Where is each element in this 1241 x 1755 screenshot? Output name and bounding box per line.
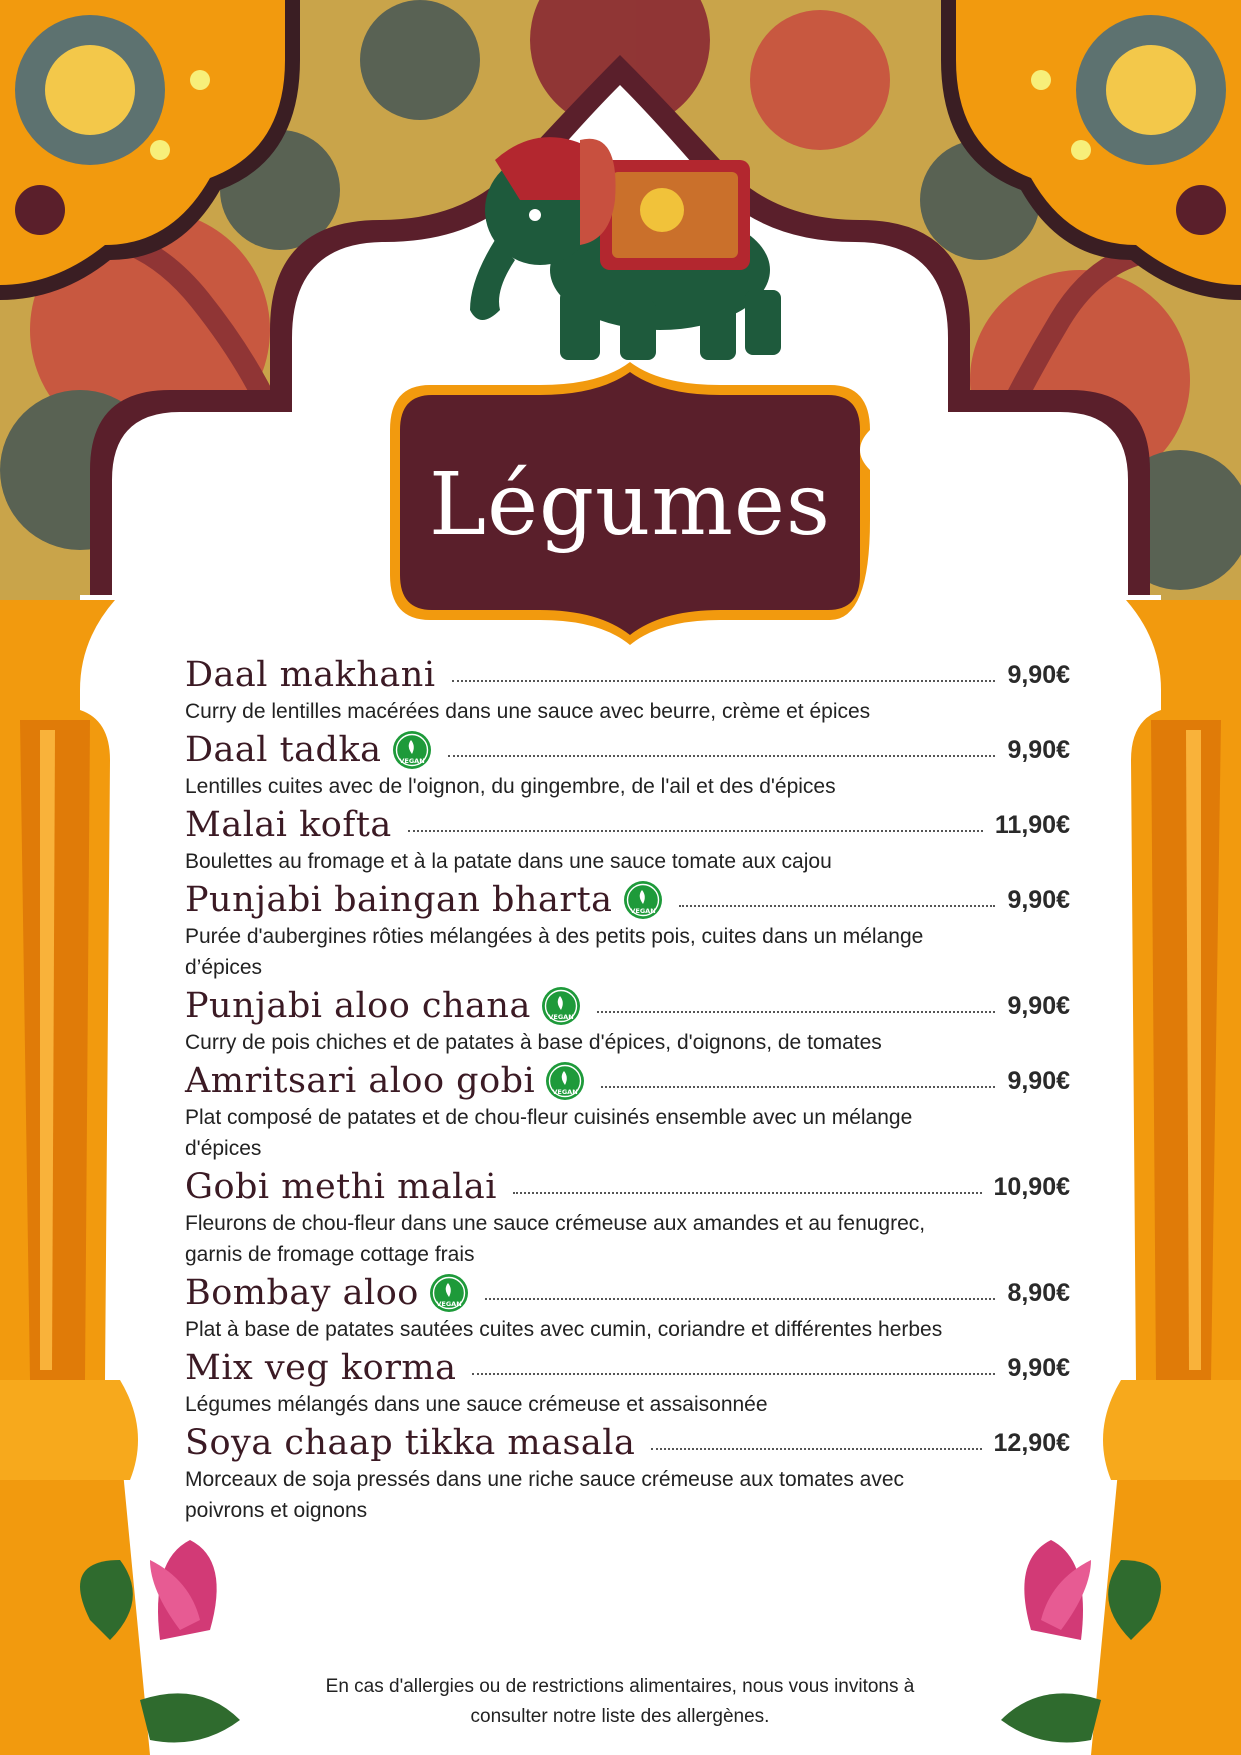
dish-description: Fleurons de chou-fleur dans une sauce crémeuse aux amandes et au fenugrec, garnis de fromage cottage frais [185,1212,926,1266]
vegan-badge-icon [545,1061,585,1101]
dish-price: 8,90€ [1007,1278,1070,1307]
dish-price: 9,90€ [1007,1353,1070,1382]
dotted-leader [452,680,996,682]
svg-text:VEGAN: VEGAN [552,1088,578,1096]
svg-text:VEGAN: VEGAN [548,1013,574,1021]
menu-item [185,1270,1070,1345]
menu-item [185,1058,1070,1164]
menu-item-row [185,1164,1070,1210]
menu-item-row [185,983,1070,1029]
menu-item-row [185,1270,1070,1316]
menu-list [185,652,1070,1526]
dish-price: 9,90€ [1007,991,1070,1020]
allergen-note: En cas d'allergies ou de restrictions alimentaires, nous vous invitons à consulter notre liste des allergènes. [325,1676,915,1727]
menu-item-row [185,877,1070,923]
menu-item [185,652,1070,727]
dish-name: Punjabi baingan bharta [185,880,613,920]
svg-text:VEGAN: VEGAN [436,1300,462,1308]
menu-item-row [185,1345,1070,1391]
dish-description: Curry de lentilles macérées dans une sauce avec beurre, crème et épices [185,700,871,723]
dish-name: Soya chaap tikka masala [185,1423,636,1463]
dotted-leader [651,1448,981,1450]
menu-item [185,877,1070,983]
dish-price: 9,90€ [1007,885,1070,914]
dish-description: Curry de pois chiches et de patates à base d'épices, d'oignons, de tomates [185,1031,882,1054]
dotted-leader [513,1192,982,1194]
dish-description: Boulettes au fromage et à la patate dans une sauce tomate aux cajou [185,850,832,873]
vegan-badge-icon [623,880,663,920]
vegan-badge-icon [541,986,581,1026]
title-plaque [380,370,880,640]
dotted-leader [408,830,983,832]
dotted-leader [601,1086,995,1088]
menu-item-row [185,727,1070,773]
menu-item-row [185,652,1070,698]
menu-item-row [185,802,1070,848]
menu-item [185,1420,1070,1526]
dish-name: Malai kofta [185,805,392,845]
dish-name: Daal tadka [185,730,382,770]
dish-price: 12,90€ [993,1428,1070,1457]
svg-text:VEGAN: VEGAN [629,907,656,915]
dish-price: 9,90€ [1007,1066,1070,1095]
dotted-leader [679,905,996,907]
dotted-leader [485,1298,996,1300]
dish-description: Légumes mélangés dans une sauce crémeuse et assaisonnée [185,1393,768,1416]
dish-price: 9,90€ [1007,735,1070,764]
dish-name: Mix veg korma [185,1348,457,1388]
svg-text:VEGAN: VEGAN [398,757,425,765]
dish-price: 10,90€ [993,1172,1070,1201]
menu-item [185,727,1070,802]
vegan-badge-icon [429,1273,469,1313]
dish-description: Lentilles cuites avec de l'oignon, du gingembre, de l'ail et des d'épices [185,775,836,798]
menu-item-row [185,1058,1070,1104]
page-title: Légumes [428,455,832,555]
dish-name: Amritsari aloo gobi [185,1061,536,1101]
dish-name: Daal makhani [185,655,436,695]
dotted-leader [472,1373,995,1375]
dish-name: Punjabi aloo chana [185,986,531,1026]
dish-description: Plat composé de patates et de chou-fleur cuisinés ensemble avec un mélange d'épices [185,1106,913,1160]
dish-description: Morceaux de soja pressés dans une riche sauce crémeuse aux tomates avec poivrons et oignons [185,1468,905,1522]
dish-description: Purée d'aubergines rôties mélangées à des petits pois, cuites dans un mélange d’épices [185,925,924,979]
menu-item [185,802,1070,877]
dish-description: Plat à base de patates sautées cuites avec cumin, coriandre et différentes herbes [185,1318,943,1341]
dish-price: 9,90€ [1007,660,1070,689]
dotted-leader [448,755,996,757]
menu-item [185,983,1070,1058]
dotted-leader [597,1011,996,1013]
menu-item [185,1164,1070,1270]
menu-item-row [185,1420,1070,1466]
dish-price: 11,90€ [994,810,1070,839]
dish-name: Bombay aloo [185,1273,419,1313]
vegan-badge-icon [392,730,432,770]
menu-item [185,1345,1070,1420]
dish-name: Gobi methi malai [185,1167,497,1207]
